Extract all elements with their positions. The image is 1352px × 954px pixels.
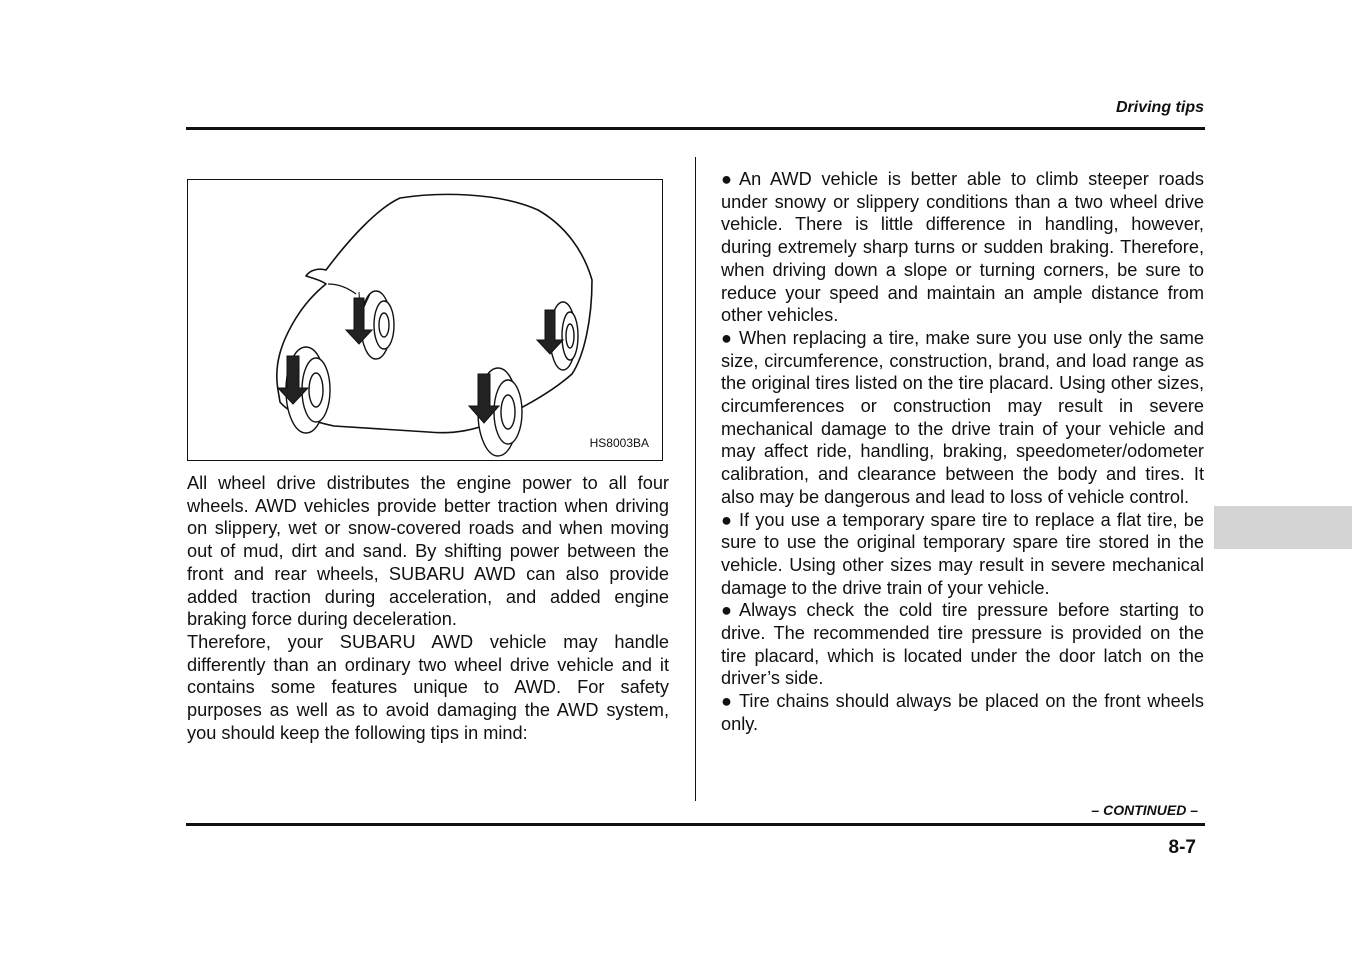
tip-bullet	[721, 690, 1204, 735]
bullet-icon: ●	[721, 509, 732, 530]
tips-intro-paragraph: Therefore, your SUBARU AWD vehicle may handle differently than an ordinary two wheel drive vehicle and it contains some features unique to AWD. For safety purposes as well as to avoid damaging the AWD system, you should keep the following tips in mind:	[187, 631, 669, 743]
page-number: 8-7	[1168, 837, 1196, 858]
section-title: Driving tips	[1115, 99, 1204, 116]
figure-code: HS8003BA	[589, 436, 649, 450]
tip-bullet	[721, 509, 1204, 600]
continued-label: – CONTINUED –	[1091, 802, 1198, 818]
column-divider	[695, 157, 696, 801]
tip-text: When replacing a tire, make sure you use only the same size, circumference, construction, brand, and load range as the original tires listed on the tire placard. Using other sizes, circumferences or construction may result in severe mechanical damage to the drive train of your vehicle and may affect ride, handling, braking, speedometer/odometer calibration, and clearance between the body and tires. It also may be dangerous and lead to loss of vehicle control.	[721, 327, 1204, 507]
tip-text: If you use a temporary spare tire to replace a flat tire, be sure to use the original temporary spare tire stored in the vehicle. Using other sizes may result in severe mechanical damage to the drive train of your vehicle.	[721, 509, 1204, 598]
footer-rule	[186, 823, 1205, 826]
tip-text: An AWD vehicle is better able to climb steeper roads under snowy or slippery conditions than a two wheel drive vehicle. There is little difference in handling, however, during extremely sharp turns or sudden braking. Therefore, when driving down a slope or turning corners, be sure to reduce your speed and maintain an ample distance from other vehicles.	[721, 169, 1204, 326]
chapter-tab	[1214, 506, 1352, 549]
tip-bullet	[721, 599, 1204, 690]
header-rule	[186, 127, 1205, 130]
tip-bullet	[721, 327, 1204, 509]
right-column-tips	[721, 168, 1204, 736]
left-column-text	[187, 472, 669, 744]
bullet-icon: ●	[721, 600, 732, 621]
car-outline-icon	[188, 180, 664, 462]
awd-illustration	[187, 179, 663, 461]
bullet-icon: ●	[721, 691, 732, 712]
bullet-icon: ●	[721, 169, 732, 189]
intro-paragraph: All wheel drive distributes the engine power to all four wheels. AWD vehicles provide better traction when driving on slippery, wet or snow-covered roads and when moving out of mud, dirt and sand. By shifting power between the front and rear wheels, SUBARU AWD can also provide added traction during acceleration, and added engine braking force during deceleration.	[187, 473, 669, 630]
tip-text: Tire chains should always be placed on the front wheels only.	[721, 691, 1204, 734]
bullet-icon: ●	[721, 327, 732, 348]
tip-text: Always check the cold tire pressure before starting to drive. The recommended tire pressure is provided on the tire placard, which is located under the door latch on the driver’s side.	[721, 600, 1204, 689]
tip-bullet	[721, 168, 1204, 327]
